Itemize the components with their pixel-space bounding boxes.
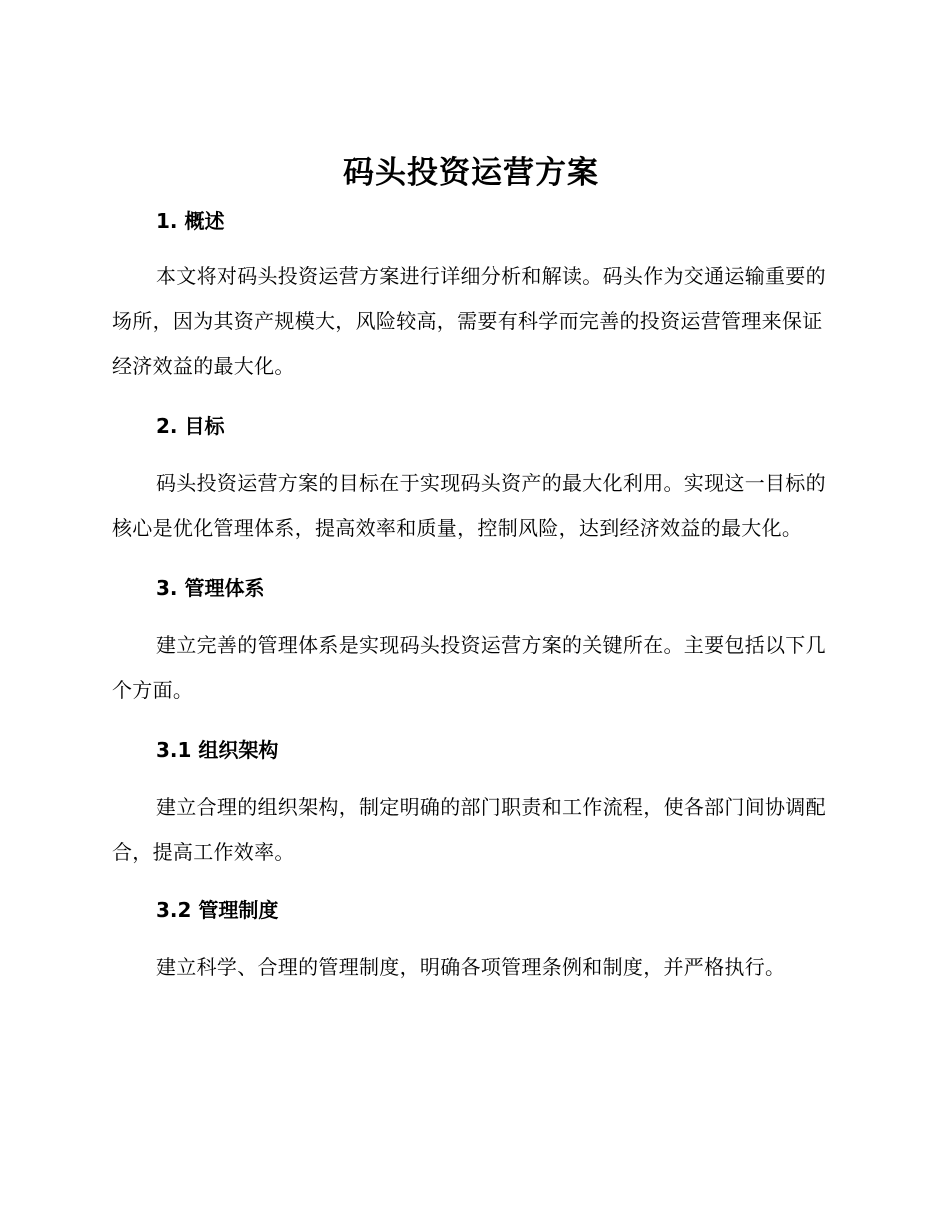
section-heading-management-system: 3. 管理体系 [156, 576, 265, 600]
section-body-overview: 本文将对码头投资运营方案进行详细分析和解读。码头作为交通运输重要的场所，因为其资产规模大，风险较高，需要有科学而完善的投资运营管理来保证经济效益的最大化。 [112, 264, 826, 378]
document-title: 码头投资运营方案 [343, 155, 599, 191]
section-body-management-rules: 建立科学、合理的管理制度，明确各项管理条例和制度，并严格执行。 [156, 955, 786, 979]
section-heading-management-rules: 3.2 管理制度 [156, 898, 279, 922]
section-body-organization: 建立合理的组织架构，制定明确的部门职责和工作流程，使各部门间协调配合，提高工作效率。 [112, 795, 826, 864]
section-heading-overview: 1. 概述 [156, 209, 225, 233]
section-body-management-system: 建立完善的管理体系是实现码头投资运营方案的关键所在。主要包括以下几个方面。 [112, 633, 826, 702]
section-body-goal: 码头投资运营方案的目标在于实现码头资产的最大化利用。实现这一目标的核心是优化管理体系，提高效率和质量，控制风险，达到经济效益的最大化。 [112, 471, 826, 540]
section-heading-goal: 2. 目标 [156, 414, 225, 438]
section-heading-organization: 3.1 组织架构 [156, 738, 279, 762]
